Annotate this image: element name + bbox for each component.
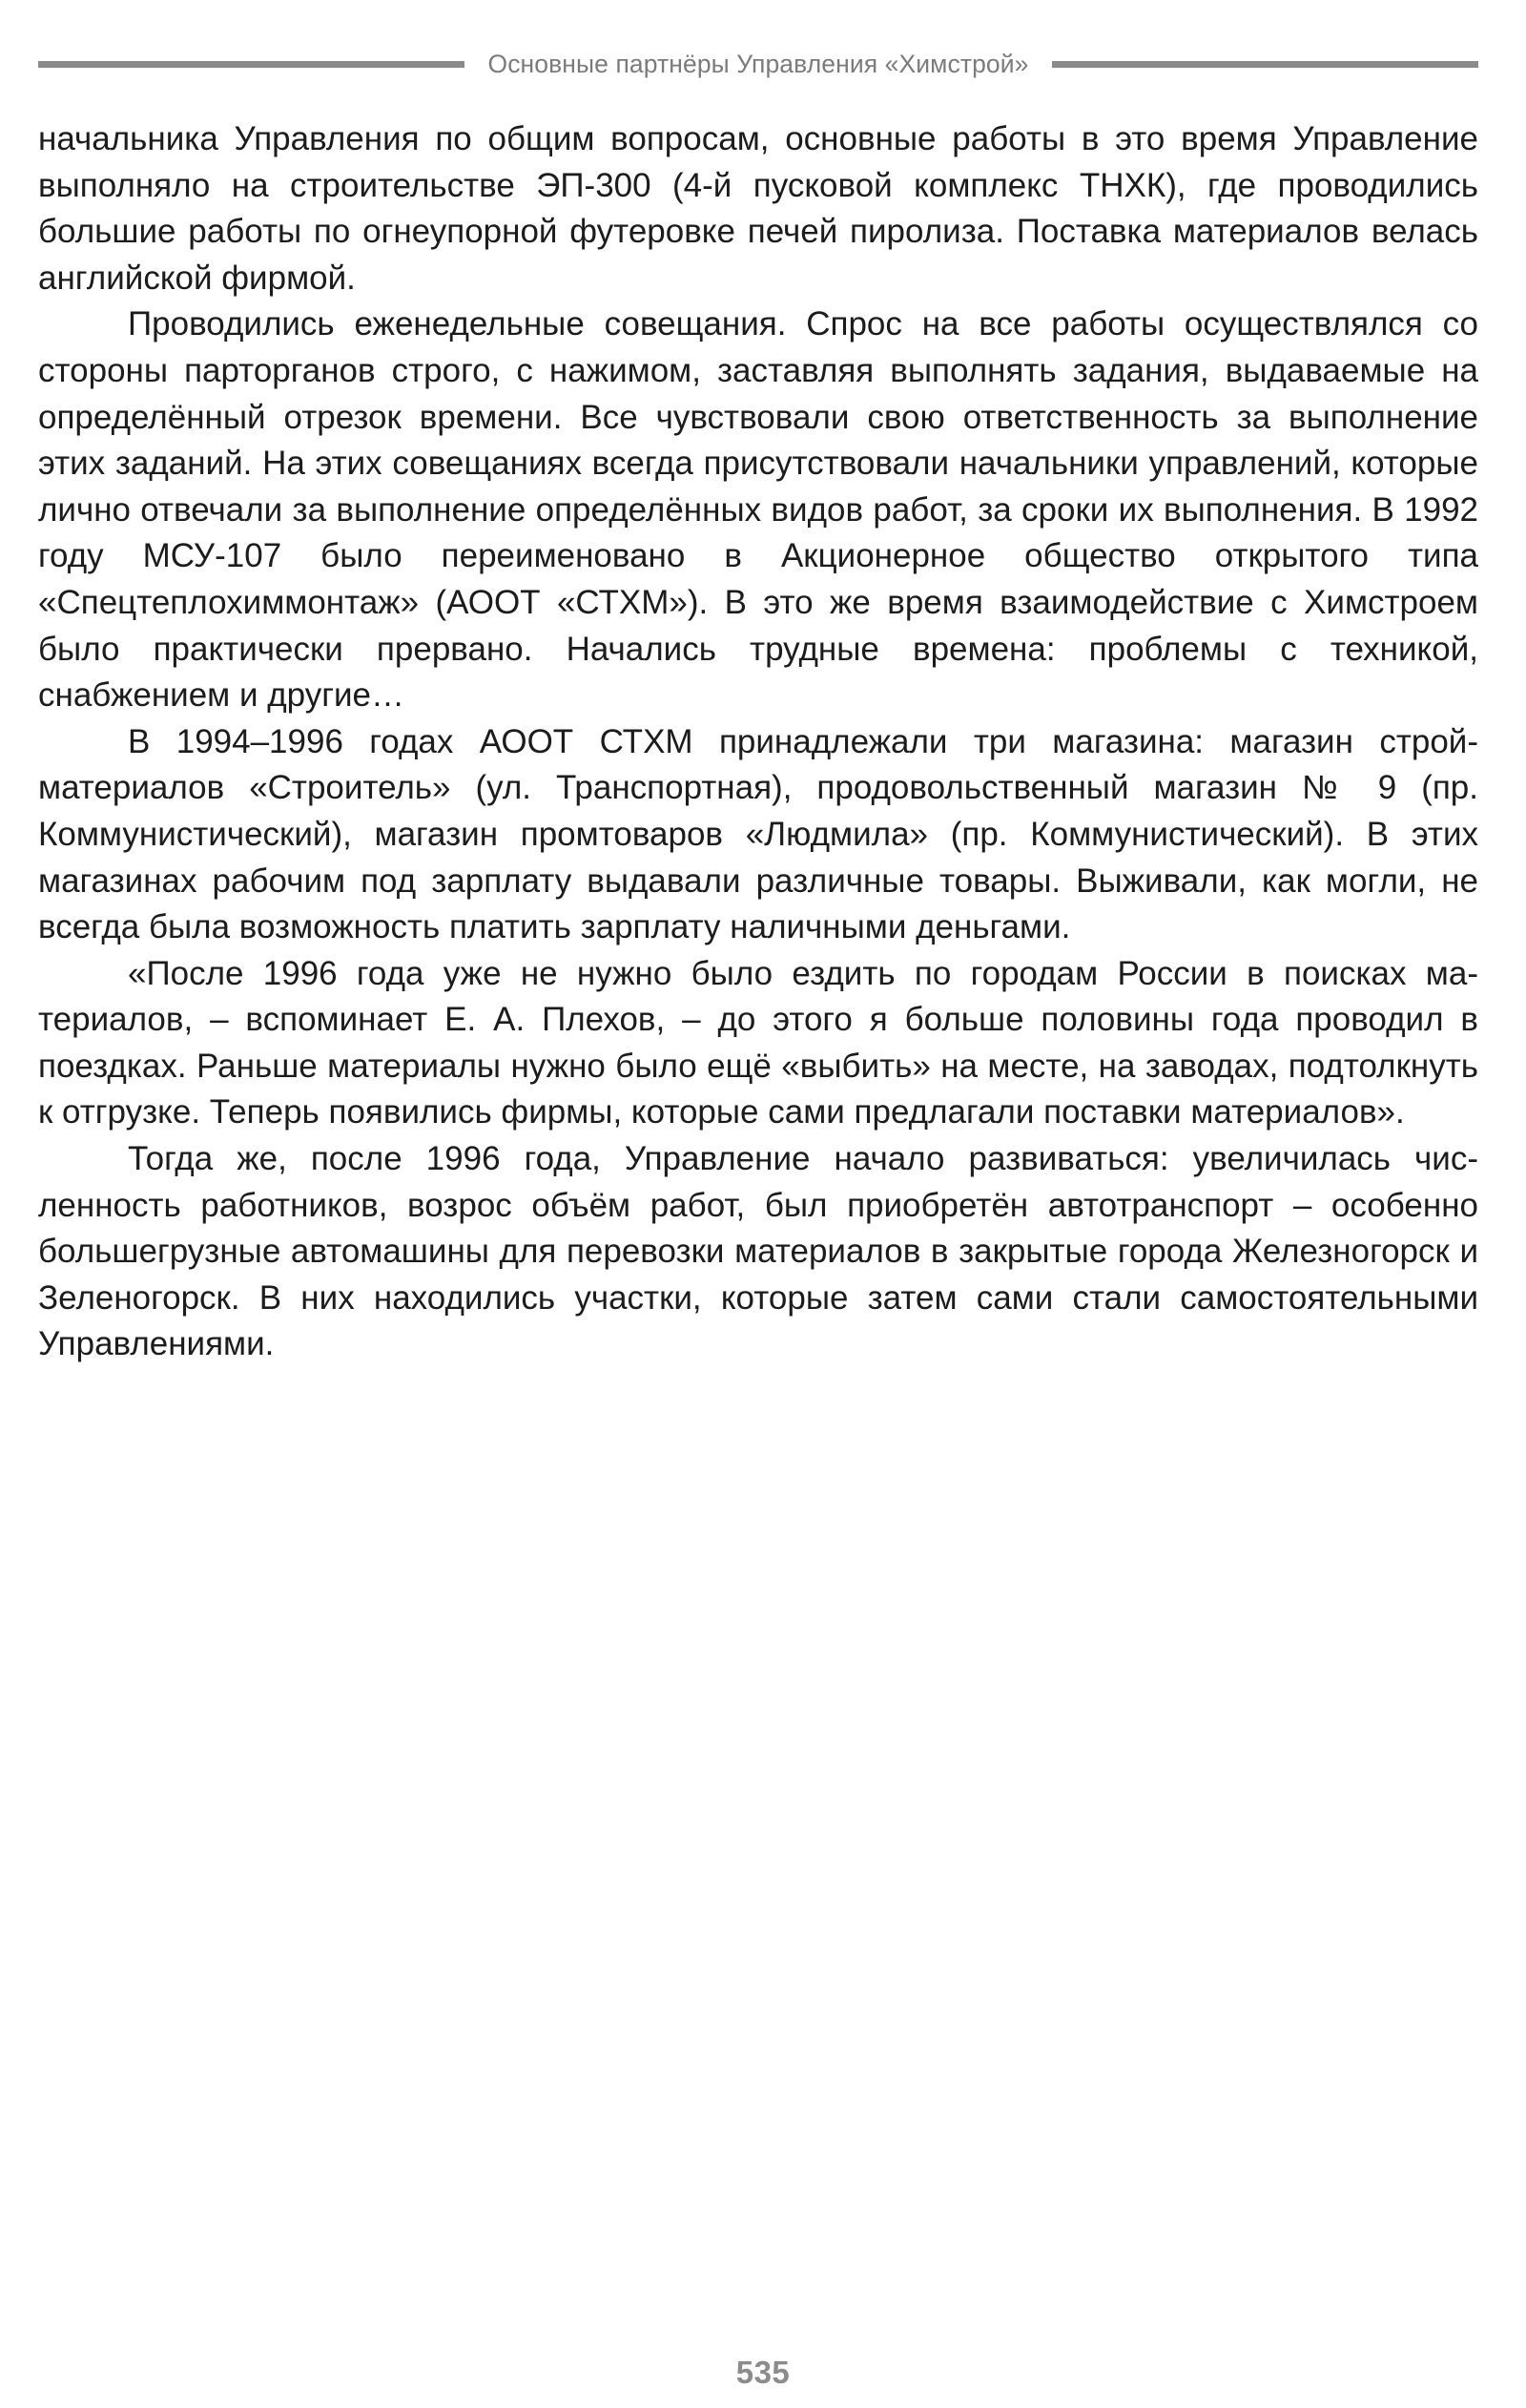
paragraph-quote: «После 1996 года уже не нужно было ездить по городам России в поисках материалов, – вспоминает Е. А. Плехов, – до этого я больше половины года проводил в поездках. Раньше материалы нужно было ещё «выбить» на месте, на заводах, подтолкнуть к отгрузке. Теперь появились фирмы, которые сами предлагали поставки материалов».: [38, 954, 1478, 1131]
running-header: [38, 40, 1478, 88]
body-text: [38, 116, 1478, 1368]
running-header-title: Основные партнёры Управления «Химстрой»: [487, 49, 1029, 78]
paragraph-development: Тогда же, после 1996 года, Управление начало развиваться: увеличилась численность работников, возрос объём работ, был приобретён автотранспорт – особенно большегрузные автомашины для перевозки материалов в закрытые города Железногорск и Зеленогорск. В них находились участки, которые затем сами стали самостоятельными Управлениями.: [38, 1140, 1478, 1363]
header-rule-left: [38, 61, 464, 68]
paragraph-continued: начальника Управления по общим вопросам, основные работы в это время Управление выполняло на строительстве ЭП-300 (4-й пусковой комплекс ТНХК), где проводились большие работы по огнеупорной футеровке печей пиролиза. Поставка материалов велась английской фирмой.: [38, 120, 1478, 297]
paragraph-shops: В 1994–1996 годах АООТ СТХМ принадлежали три магазина: магазин стройматериалов «Строитель» (ул. Транспортная), продовольственный магазин № 9 (пр. Коммунистический), магазин промтоваров «Людмила» (пр. Коммунистический). В этих магазинах рабочим под зарплату выдавали различные товары. Выживали, как могли, не всегда была возможность платить зарплату наличными деньгами.: [38, 722, 1478, 946]
paragraph-meetings: Проводились еженедельные совещания. Спрос на все работы осуществлялся со стороны парторганов строго, с нажимом, заставляя выполнять задания, выдаваемые на определённый отрезок времени. Все чувствовали свою ответственность за выполнение этих заданий. На этих совещаниях всегда присутствовали начальники управлений, которые лично отвечали за выполнение определённых видов работ, за сроки их выполнения. В 1992 году МСУ-107 было переименовано в Акционерное общество открытого типа «Спецтеплохиммонтаж» (АООТ «СТХМ»). В это же время взаимодействие с Химстроем было практически прервано. Начались трудные времена: проблемы с техникой, снабжением и другие…: [38, 305, 1478, 715]
header-rule-right: [1052, 61, 1478, 68]
page-number: 535: [735, 2355, 791, 2390]
